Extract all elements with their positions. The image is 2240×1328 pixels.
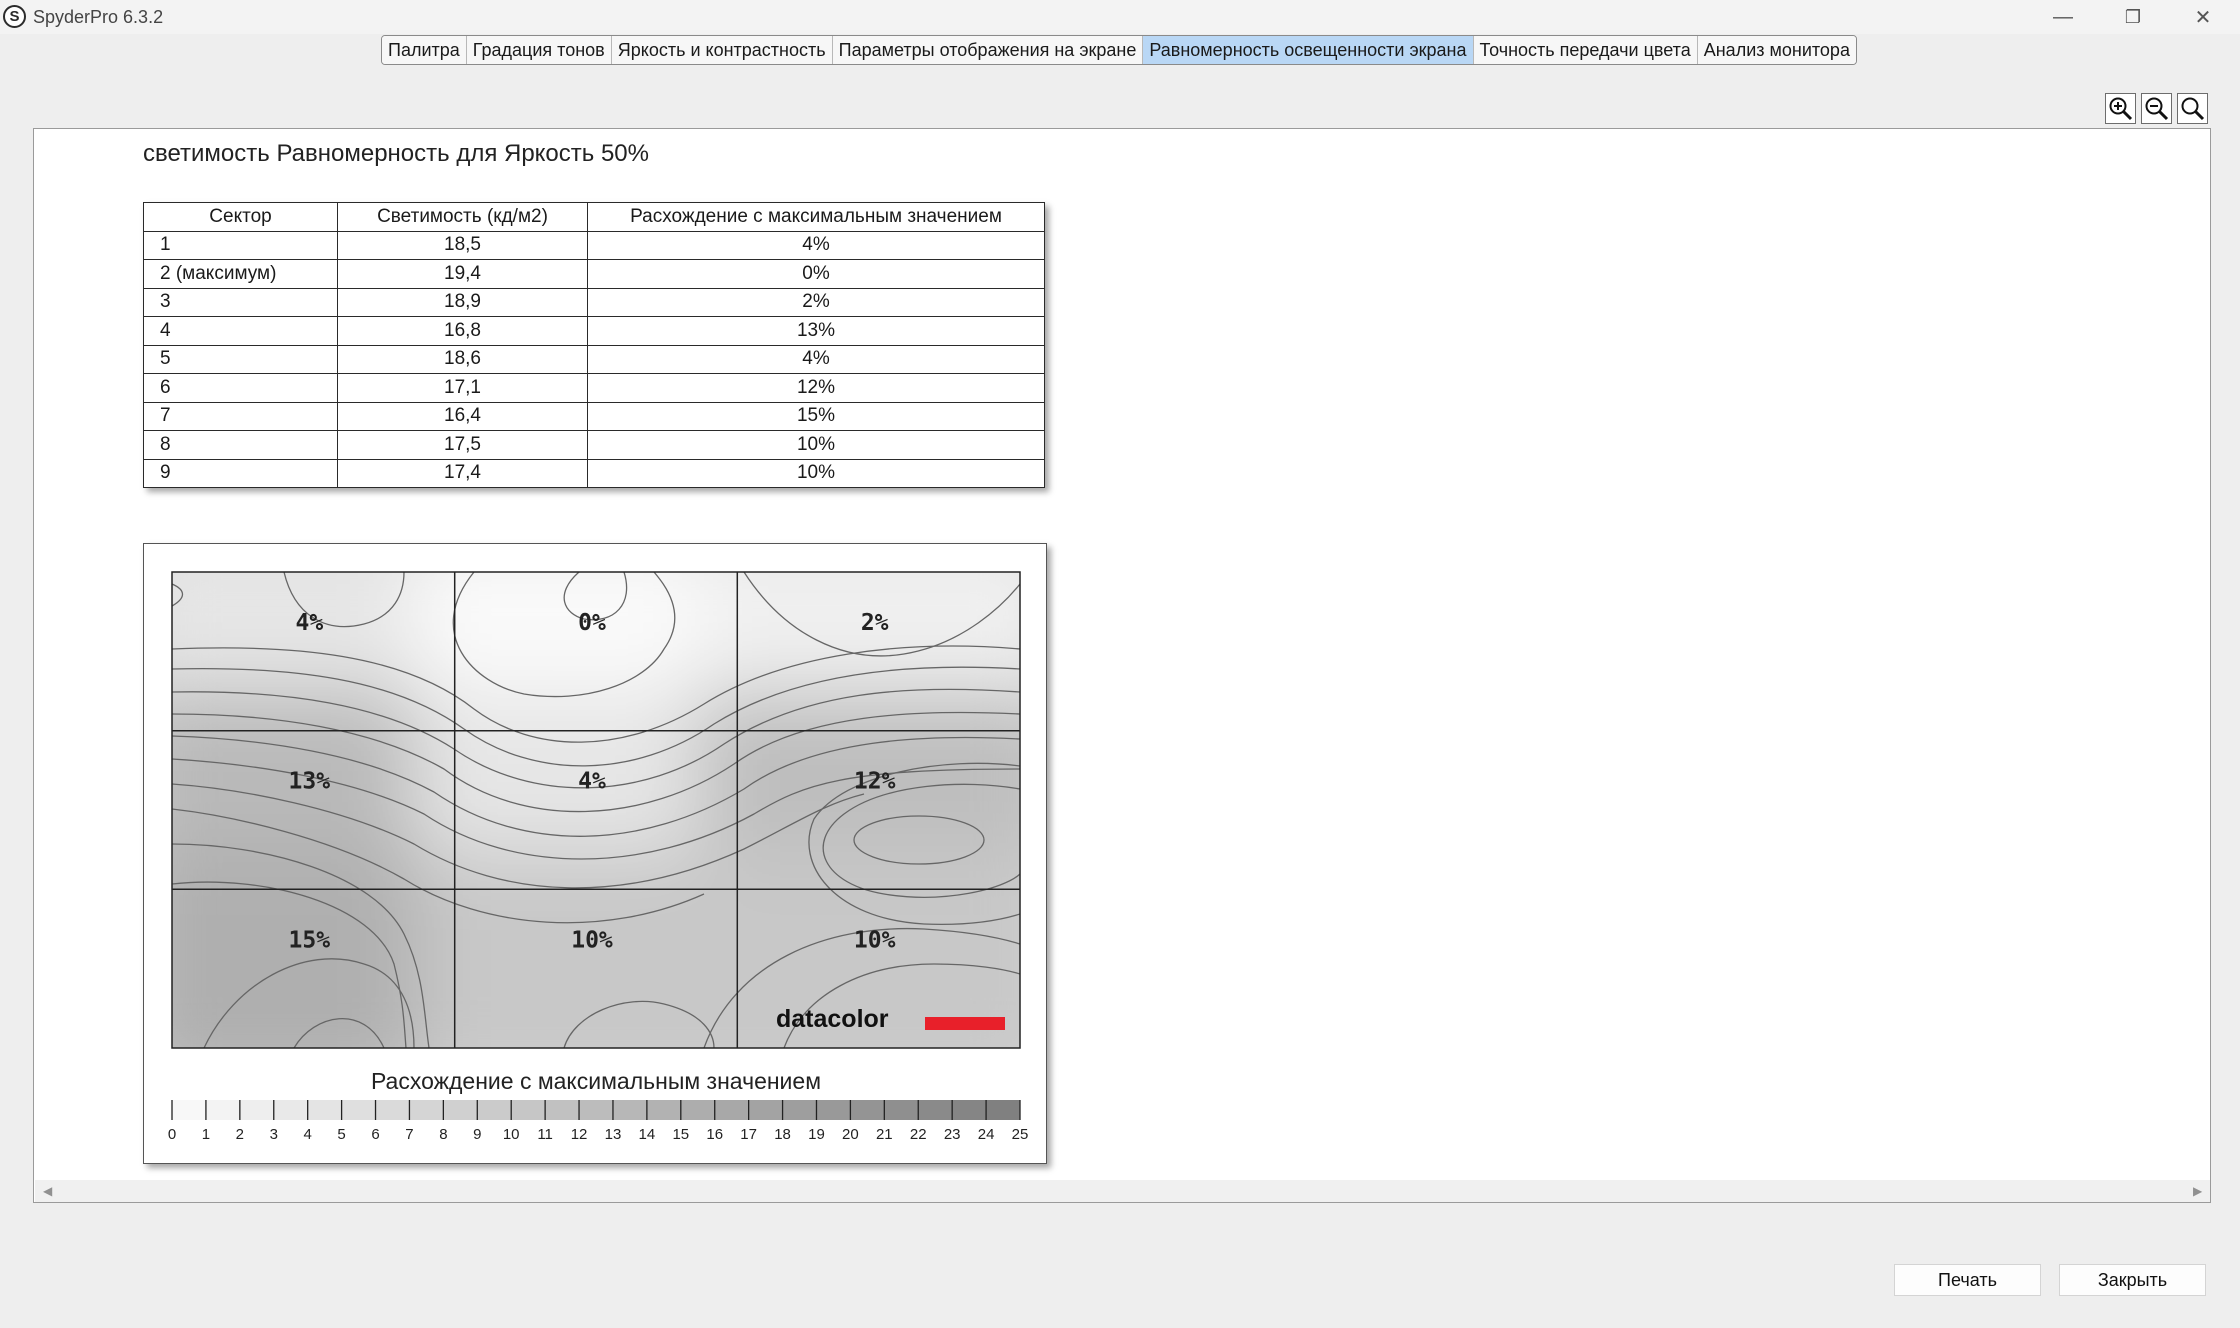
- sector-deviation-label: 4%: [295, 610, 324, 636]
- sector-cell: 5: [144, 345, 338, 374]
- zoom-out-icon: [2144, 96, 2169, 121]
- tab-color-accuracy[interactable]: Точность передачи цвета: [1474, 36, 1698, 64]
- legend-tick-label: 12: [570, 1126, 588, 1143]
- legend-tick-label: 25: [1011, 1126, 1029, 1143]
- deviation-cell: 2%: [588, 288, 1045, 317]
- report-title: светимость Равномерность для Яркость 50%: [143, 140, 649, 167]
- luminance-cell: 17,4: [338, 459, 588, 488]
- legend-tick-label: 10: [502, 1126, 520, 1143]
- sector-deviation-label: 15%: [288, 927, 331, 954]
- sector-deviation-label: 10%: [571, 927, 613, 954]
- table-header-row: [144, 203, 1045, 232]
- legend-swatch: [613, 1100, 647, 1120]
- legend-swatch: [409, 1100, 443, 1120]
- legend-tick-label: 1: [201, 1126, 211, 1143]
- deviation-cell: 13%: [588, 317, 1045, 346]
- sector-deviation-label: 13%: [288, 768, 331, 795]
- legend-tick-label: 4: [303, 1126, 312, 1143]
- legend-swatch: [308, 1100, 342, 1120]
- sector-cell: 4: [144, 317, 338, 346]
- legend-swatch: [681, 1100, 715, 1120]
- horizontal-scrollbar[interactable]: [35, 1180, 2210, 1202]
- table-row: [144, 402, 1045, 431]
- legend-swatch: [884, 1100, 918, 1120]
- tab-palette[interactable]: Палитра: [382, 36, 467, 64]
- luminance-cell: 18,9: [338, 288, 588, 317]
- table-row: [144, 431, 1045, 460]
- legend-tick-label: 24: [977, 1126, 995, 1143]
- table-row: [144, 231, 1045, 260]
- sector-deviation-label: 12%: [853, 768, 896, 795]
- app-icon: S: [3, 5, 26, 28]
- table-row: [144, 459, 1045, 488]
- legend-swatch: [240, 1100, 274, 1120]
- legend-tick-label: 5: [337, 1126, 346, 1143]
- table-row: [144, 374, 1045, 403]
- legend-tick-label: 11: [537, 1126, 553, 1143]
- deviation-cell: 0%: [588, 260, 1045, 289]
- legend-tick-label: 8: [439, 1126, 448, 1143]
- legend-tick-label: 3: [269, 1126, 278, 1143]
- report-tabs: [381, 35, 1857, 65]
- table-row: [144, 260, 1045, 289]
- luminance-cell: 16,4: [338, 402, 588, 431]
- scroll-left-arrow-icon[interactable]: ◀: [43, 1184, 53, 1198]
- zoom-out-button[interactable]: [2141, 93, 2172, 124]
- legend-swatch: [918, 1100, 952, 1120]
- sector-cell: 3: [144, 288, 338, 317]
- deviation-legend: [168, 1100, 1029, 1143]
- tab-tone-gradation[interactable]: Градация тонов: [467, 36, 612, 64]
- legend-tick-label: 18: [774, 1126, 791, 1143]
- luminance-cell: 17,1: [338, 374, 588, 403]
- uniformity-chart-panel: [143, 543, 1047, 1164]
- legend-swatch: [274, 1100, 308, 1120]
- report-viewer: [33, 128, 2211, 1203]
- legend-tick-label: 9: [473, 1126, 482, 1143]
- sector-cell: 8: [144, 431, 338, 460]
- luminance-cell: 18,5: [338, 231, 588, 260]
- column-header-sector: Сектор: [144, 203, 338, 232]
- legend-swatch: [172, 1100, 206, 1120]
- legend-tick-label: 13: [604, 1126, 622, 1143]
- uniformity-chart: [144, 544, 1048, 1165]
- table-row: [144, 317, 1045, 346]
- luminance-cell: 19,4: [338, 260, 588, 289]
- tab-screen-uniformity[interactable]: Равномерность освещенности экрана: [1143, 36, 1473, 64]
- legend-swatch: [816, 1100, 850, 1120]
- zoom-in-button[interactable]: [2105, 93, 2136, 124]
- legend-swatch: [986, 1100, 1020, 1120]
- sector-deviation-label: 2%: [860, 610, 889, 636]
- legend-tick-label: 7: [405, 1126, 414, 1143]
- logo-accent-bar: [925, 1017, 1005, 1030]
- deviation-cell: 4%: [588, 345, 1045, 374]
- luminance-cell: 16,8: [338, 317, 588, 346]
- legend-tick-label: 16: [706, 1126, 724, 1143]
- tab-display-settings[interactable]: Параметры отображения на экране: [833, 36, 1144, 64]
- title-bar: [0, 0, 2240, 34]
- scroll-right-arrow-icon[interactable]: ▶: [2193, 1184, 2203, 1198]
- legend-swatch: [783, 1100, 817, 1120]
- maximize-button[interactable]: ❐: [2124, 6, 2142, 27]
- legend-tick-label: 22: [909, 1126, 927, 1143]
- legend-title: Расхождение с максимальным значением: [370, 1068, 822, 1094]
- deviation-cell: 10%: [588, 431, 1045, 460]
- legend-swatch: [850, 1100, 884, 1120]
- legend-tick-label: 14: [638, 1126, 656, 1143]
- close-button[interactable]: Закрыть: [2059, 1264, 2206, 1296]
- legend-swatch: [647, 1100, 681, 1120]
- luminance-cell: 18,6: [338, 345, 588, 374]
- luminance-table: [143, 202, 1045, 488]
- table-row: [144, 345, 1045, 374]
- sector-cell: 9: [144, 459, 338, 488]
- sector-deviation-label: 4%: [578, 768, 606, 795]
- legend-tick-label: 2: [235, 1126, 245, 1143]
- legend-tick-label: 23: [943, 1126, 961, 1143]
- tab-monitor-analysis[interactable]: Анализ монитора: [1698, 36, 1856, 64]
- report-page: [35, 130, 2190, 1180]
- sector-cell: 2 (максимум): [144, 260, 338, 289]
- close-window-button[interactable]: ✕: [2194, 6, 2212, 29]
- minimize-button[interactable]: —: [2053, 5, 2073, 28]
- legend-tick-label: 6: [371, 1126, 380, 1143]
- legend-swatch: [511, 1100, 545, 1120]
- luminance-cell: 17,5: [338, 431, 588, 460]
- zoom-in-icon: [2108, 96, 2133, 121]
- tab-brightness-contrast[interactable]: Яркость и контрастность: [612, 36, 833, 64]
- legend-swatch: [342, 1100, 376, 1120]
- table-row: [144, 288, 1045, 317]
- legend-swatch: [443, 1100, 477, 1120]
- window-title: SpyderPro 6.3.2: [33, 7, 164, 27]
- legend-swatch: [376, 1100, 410, 1120]
- legend-swatch: [545, 1100, 579, 1120]
- sector-cell: 1: [144, 231, 338, 260]
- column-header-deviation: Расхождение с максимальным значением: [588, 203, 1045, 232]
- deviation-cell: 4%: [588, 231, 1045, 260]
- zoom-fit-icon: [2180, 96, 2205, 121]
- legend-tick-label: 15: [672, 1126, 690, 1143]
- deviation-cell: 10%: [588, 459, 1045, 488]
- legend-swatch: [206, 1100, 240, 1120]
- sector-deviation-label: 0%: [578, 610, 606, 636]
- legend-tick-label: 0: [167, 1126, 177, 1143]
- zoom-fit-button[interactable]: [2177, 93, 2208, 124]
- legend-tick-label: 17: [740, 1126, 757, 1143]
- legend-tick-label: 19: [808, 1126, 825, 1143]
- legend-swatch: [749, 1100, 783, 1120]
- legend-tick-label: 21: [875, 1126, 893, 1143]
- legend-swatch: [952, 1100, 986, 1120]
- deviation-cell: 15%: [588, 402, 1045, 431]
- legend-swatch: [477, 1100, 511, 1120]
- legend-tick-label: 20: [842, 1126, 859, 1143]
- print-button[interactable]: Печать: [1894, 1264, 2041, 1296]
- column-header-luminance: Светимость (кд/м2): [338, 203, 588, 232]
- sector-cell: 6: [144, 374, 338, 403]
- deviation-cell: 12%: [588, 374, 1045, 403]
- sector-cell: 7: [144, 402, 338, 431]
- sector-deviation-label: 10%: [853, 927, 896, 954]
- logo-text: datacolor: [776, 1005, 889, 1033]
- legend-swatch: [715, 1100, 749, 1120]
- legend-swatch: [579, 1100, 613, 1120]
